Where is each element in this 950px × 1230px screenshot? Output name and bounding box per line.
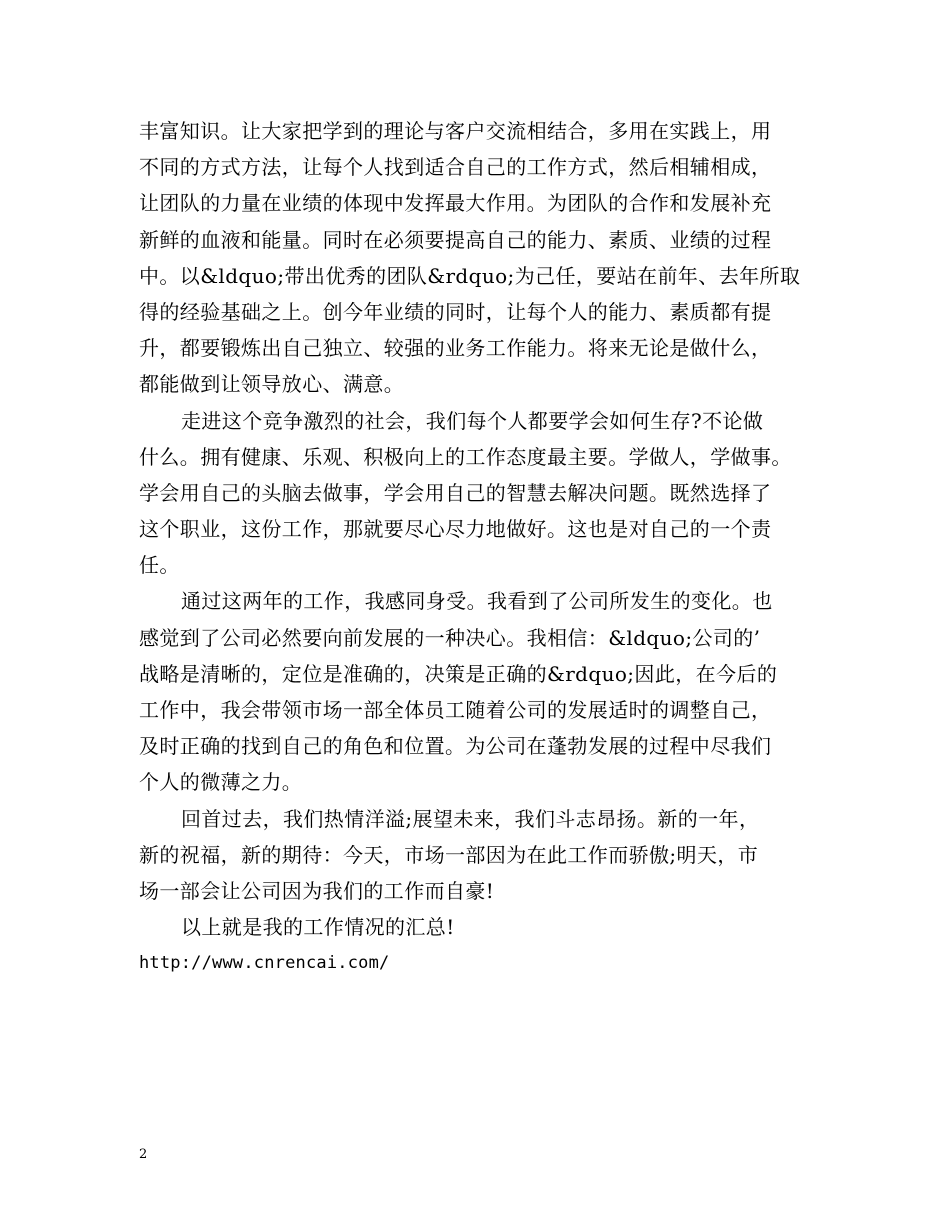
text-line: 战略是清晰的，定位是准确的，决策是正确的&rdquo;因此，在今后的 <box>139 661 778 686</box>
text-line: 让团队的力量在业绩的体现中发挥最大作用。为团队的合作和发展补充 <box>139 191 772 216</box>
paragraph-start-line: 走进这个竞争激烈的社会，我们每个人都要学会如何生存?不论做 <box>181 408 764 433</box>
paragraph-start-line: 回首过去，我们热情洋溢;展望未来，我们斗志昂扬。新的一年， <box>181 806 760 831</box>
text-line: 得的经验基础之上。创今年业绩的同时，让每个人的能力、素质都有提 <box>139 299 772 324</box>
text-line: 升，都要锻炼出自己独立、较强的业务工作能力。将来无论是做什么， <box>139 336 772 361</box>
paragraph-start-line: 通过这两年的工作，我感同身受。我看到了公司所发生的变化。也 <box>181 589 773 614</box>
text-line: 任。 <box>139 553 180 578</box>
text-line: 丰富知识。让大家把学到的理论与客户交流相结合，多用在实践上，用 <box>139 119 772 143</box>
text-line: 学会用自己的头脑去做事，学会用自己的智慧去解决问题。既然选择了 <box>139 480 772 505</box>
source-url: http://www.cnrencai.com/ <box>139 953 390 974</box>
text-line: 这个职业，这份工作，那就要尽心尽力地做好。这也是对自己的一个责 <box>139 517 772 542</box>
text-line: 中。以&ldquo;带出优秀的团队&rdquo;为己任，要站在前年、去年所取 <box>139 263 801 288</box>
paragraph-start-line: 以上就是我的工作情况的汇总! <box>181 915 455 940</box>
page-number: 2 <box>139 1147 148 1162</box>
text-line: 不同的方式方法，让每个人找到适合自己的工作方式，然后相辅相成， <box>139 155 772 180</box>
text-line: 及时正确的找到自己的角色和位置。为公司在蓬勃发展的过程中尽我们 <box>139 734 772 759</box>
text-line: 感觉到了公司必然要向前发展的一种决心。我相信：&ldquo;公司的’ <box>139 625 761 650</box>
text-line: 新鲜的血液和能量。同时在必须要提高自己的能力、素质、业绩的过程 <box>139 227 772 252</box>
text-line: 新的祝福，新的期待：今天，市场一部因为在此工作而骄傲;明天，市 <box>139 842 759 867</box>
text-line: 工作中，我会带领市场一部全体员工随着公司的发展适时的调整自己， <box>139 698 772 722</box>
text-line: 场一部会让公司因为我们的工作而自豪! <box>139 878 495 903</box>
text-line: 都能做到让领导放心、满意。 <box>139 372 405 397</box>
text-line: 什么。拥有健康、乐观、积极向上的工作态度最主要。学做人，学做事。 <box>139 444 792 469</box>
text-line: 个人的微薄之力。 <box>139 770 303 795</box>
body-text <box>139 113 829 982</box>
